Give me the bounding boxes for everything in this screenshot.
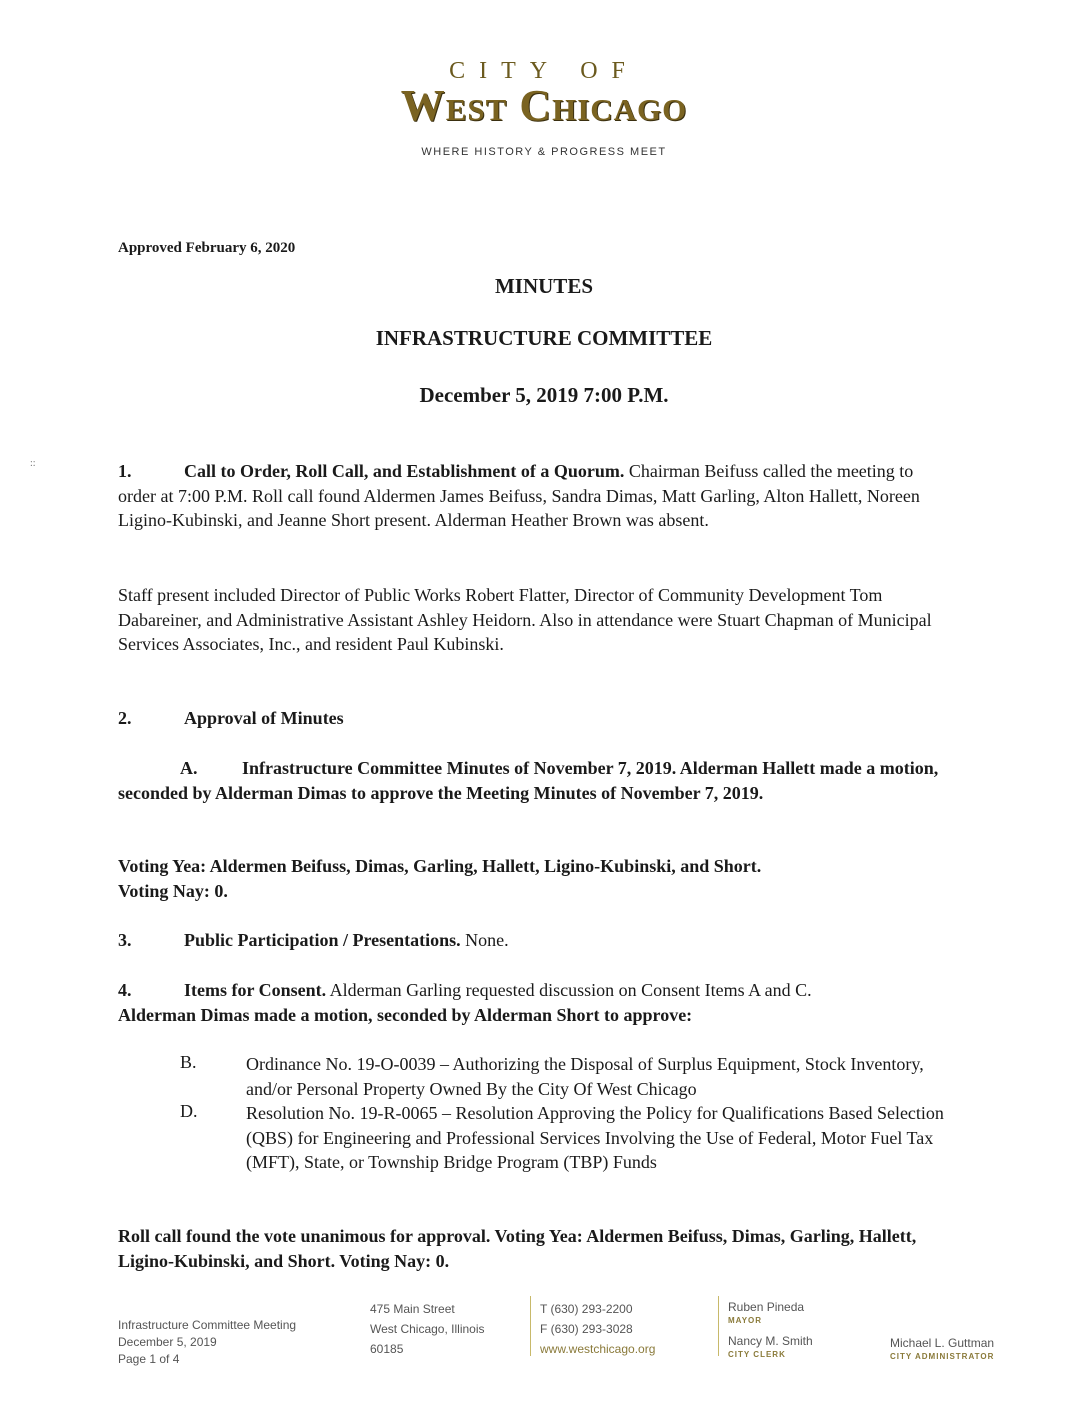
approved-date: Approved February 6, 2020 (118, 240, 296, 256)
section-heading: Items for Consent. (184, 980, 327, 1000)
footer-meeting-date: December 5, 2019 (118, 1335, 217, 1349)
section-number: 2. (118, 708, 132, 728)
staff-paragraph: Staff present included Director of Public Works Robert Flatter, Director of Community Development Tom Dabareiner, and Administrative Assistant Ashley Heidorn. Also in attendance were Stuart Chapman of Municipal Services Associates, Inc., and resident Paul Kubinski. (118, 585, 932, 654)
footer-divider (530, 1296, 531, 1356)
letterhead-city-name: West Chicago (400, 81, 688, 130)
vote-yea: Voting Yea: Aldermen Beifuss, Dimas, Garling, Hallett, Ligino-Kubinski, and Short. (118, 856, 762, 876)
footer-contact (540, 1299, 655, 1359)
address-line: 60185 (370, 1342, 404, 1356)
consent-item-text: Resolution No. 19-R-0065 – Resolution Approving the Policy for Qualifications Based Selection (QBS) for Engineering and Professional Services Involving the Use of Federal, Motor Fuel Tax (MFT), State, or Township Bridge Program (TBP) Funds (246, 1103, 944, 1172)
address-line: 475 Main Street (370, 1302, 455, 1316)
section-text: None. (460, 930, 509, 950)
section-number: 4. (118, 980, 132, 1000)
section-text: Alderman Garling requested discussion on Consent Items A and C. (326, 980, 812, 1000)
footer-administrator (890, 1335, 994, 1361)
footer-meeting-info (118, 1317, 296, 1368)
footer-officials (728, 1299, 813, 1359)
section-2a (118, 756, 948, 805)
mayor-name: Ruben Pineda (728, 1300, 805, 1314)
footer-meeting: Infrastructure Committee Meeting (118, 1318, 297, 1332)
committee-name: INFRASTRUCTURE COMMITTEE (375, 326, 713, 350)
section-text: Chairman Beifuss called the meeting to order at 7:00 P.M. Roll call found Aldermen James Beifuss, Sandra Dimas, Matt Garling, Alton Hallett, Noreen Ligino-Kubinski, and Jeanne Short present. Alderman Heather Brown was absent. (118, 461, 920, 530)
clerk-role: CITY CLERK (728, 1350, 786, 1359)
footer-address (370, 1299, 485, 1359)
vote-nay: Voting Nay: 0. (118, 881, 228, 901)
document-title: MINUTES (494, 274, 594, 298)
consent-item-label: B. (180, 1052, 197, 1072)
section-1 (118, 459, 948, 533)
section-heading: Public Participation / Presentations. (184, 930, 461, 950)
website-link[interactable]: www.westchicago.org (540, 1342, 656, 1356)
section-heading: Approval of Minutes (184, 708, 344, 728)
meeting-date: December 5, 2019 7:00 P.M. (419, 383, 669, 407)
section-number: 1. (118, 461, 132, 481)
clerk-name: Nancy M. Smith (728, 1334, 813, 1348)
mayor-role: MAYOR (728, 1316, 763, 1325)
section-3 (118, 928, 948, 953)
consent-motion: Alderman Dimas made a motion, seconded by Alderman Short to approve: (118, 1005, 693, 1025)
consent-item-text: Ordinance No. 19-O-0039 – Authorizing the Disposal of Surplus Equipment, Stock Inventory, and/or Personal Property Owned By the City Of West Chicago (246, 1054, 924, 1099)
letterhead-tagline: WHERE HISTORY & PROGRESS MEET (421, 146, 667, 158)
address-line: West Chicago, Illinois (370, 1322, 485, 1336)
consent-item-label: D. (180, 1101, 198, 1121)
administrator-name: Michael L. Guttman (890, 1336, 995, 1350)
phone-number: T (630) 293-2200 (540, 1302, 633, 1316)
footer-divider (718, 1296, 719, 1356)
section-2 (118, 706, 948, 731)
section-number: 3. (118, 930, 132, 950)
roll-call-result: Roll call found the vote unanimous for approval. Voting Yea: Aldermen Beifuss, Dimas, Garling, Hallett, Ligino-Kubinski, and Short. Voting Nay: 0. (118, 1226, 917, 1271)
letterhead-city-of: CITY OF (449, 58, 639, 84)
footer-page-number: Page 1 of 4 (118, 1352, 180, 1366)
administrator-role: CITY ADMINISTRATOR (890, 1352, 995, 1361)
section-4 (118, 978, 948, 1003)
item-text: Infrastructure Committee Minutes of November 7, 2019. Alderman Hallett made a motion, seconded by Alderman Dimas to approve the Meeting Minutes of November 7, 2019. (118, 758, 939, 803)
item-label: A. (180, 758, 198, 778)
fax-number: F (630) 293-3028 (540, 1322, 633, 1336)
section-heading: Call to Order, Roll Call, and Establishment of a Quorum. (184, 461, 625, 481)
margin-mark: :: (30, 458, 36, 469)
